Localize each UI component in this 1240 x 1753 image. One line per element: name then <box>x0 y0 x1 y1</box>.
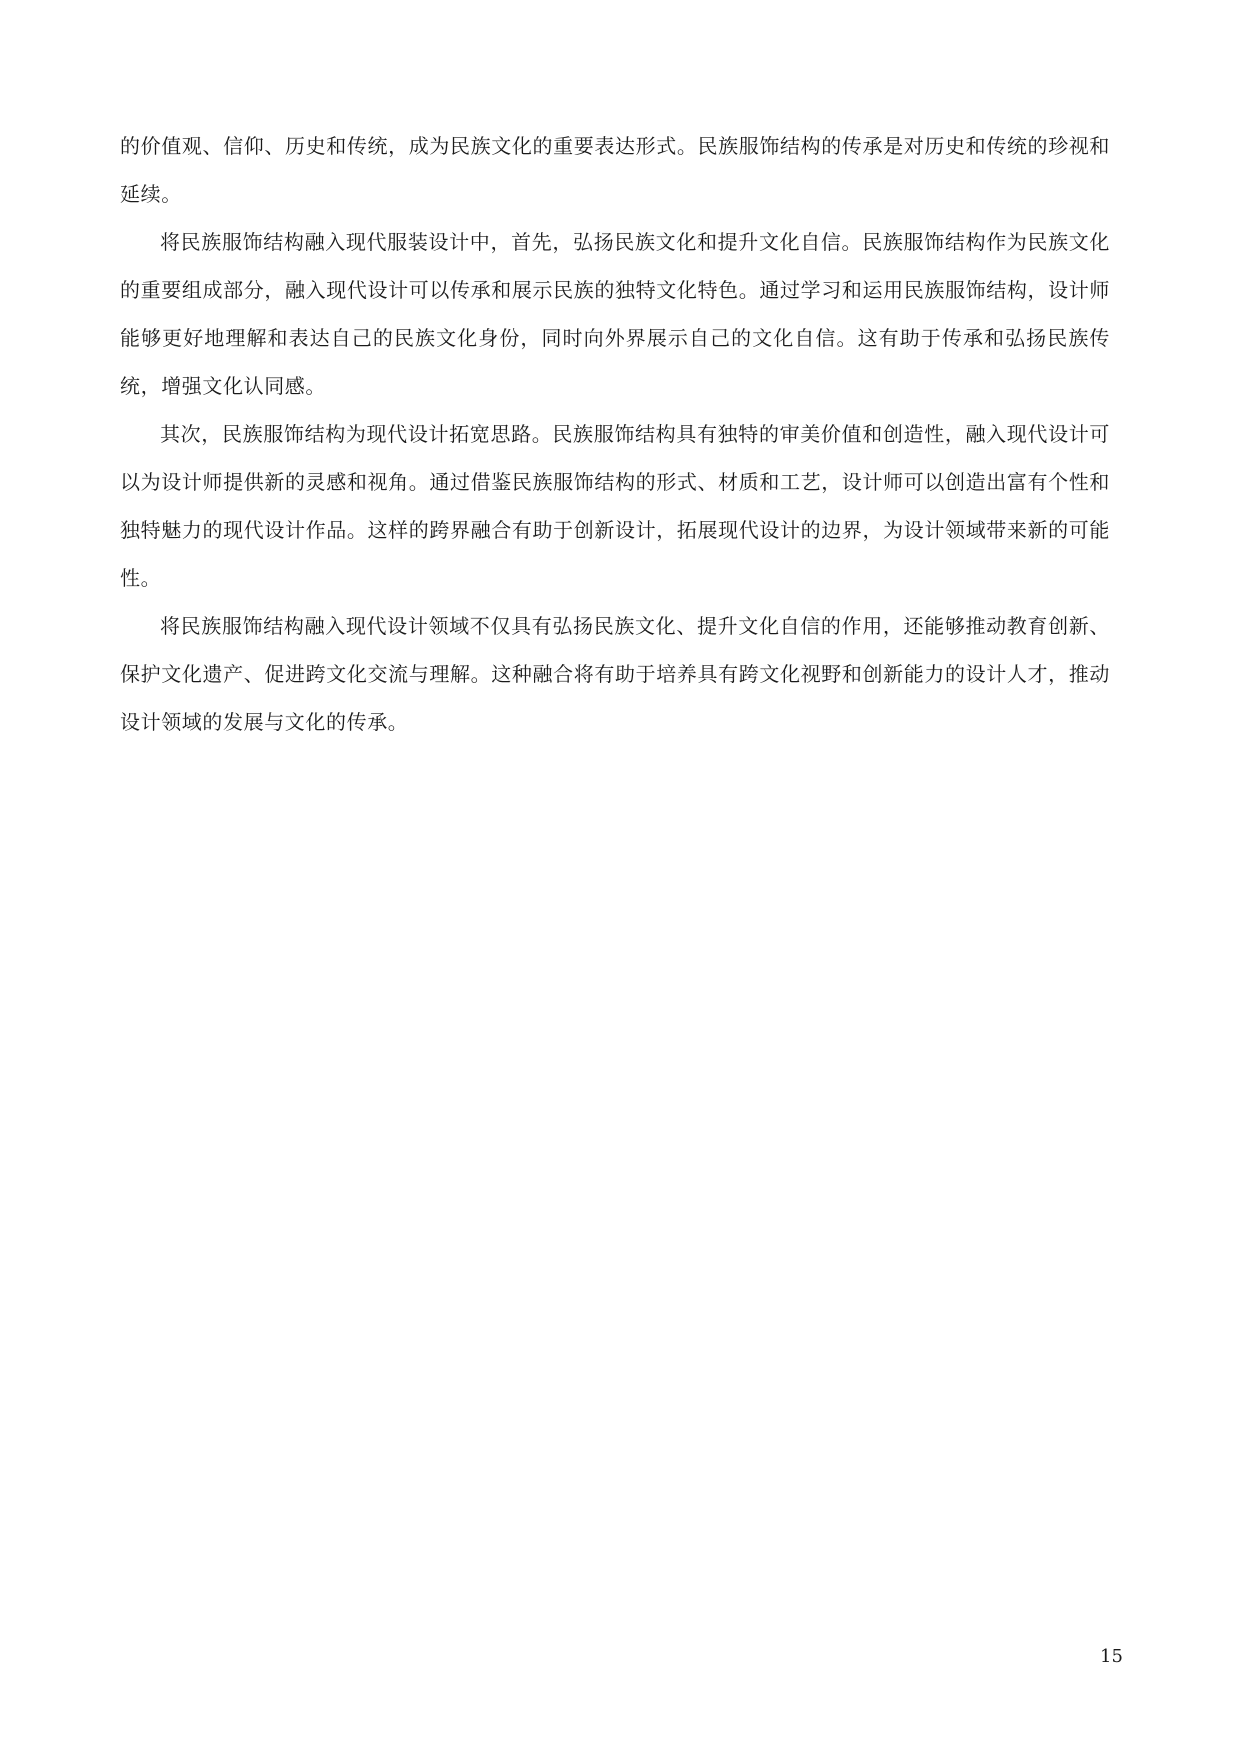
paragraph: 将民族服饰结构融入现代服装设计中，首先，弘扬民族文化和提升文化自信。民族服饰结构作为民族文化的重要组成部分，融入现代设计可以传承和展示民族的独特文化特色。通过学习和运用民族服饰结构，设计师能够更好地理解和表达自己的民族文化身份，同时向外界展示自己的文化自信。这有助于传承和弘扬民族传统，增强文化认同感。 <box>120 230 1110 398</box>
document-body <box>120 122 1110 746</box>
page-number: 15 <box>1100 1646 1123 1667</box>
paragraph-continuation: 的价值观、信仰、历史和传统，成为民族文化的重要表达形式。民族服饰结构的传承是对历史和传统的珍视和延续。 <box>120 134 1110 206</box>
paragraph: 将民族服饰结构融入现代设计领域不仅具有弘扬民族文化、提升文化自信的作用，还能够推动教育创新、保护文化遗产、促进跨文化交流与理解。这种融合将有助于培养具有跨文化视野和创新能力的设计人才，推动设计领域的发展与文化的传承。 <box>120 614 1110 734</box>
paragraph: 其次，民族服饰结构为现代设计拓宽思路。民族服饰结构具有独特的审美价值和创造性，融入现代设计可以为设计师提供新的灵感和视角。通过借鉴民族服饰结构的形式、材质和工艺，设计师可以创造出富有个性和独特魅力的现代设计作品。这样的跨界融合有助于创新设计，拓展现代设计的边界，为设计领域带来新的可能性。 <box>120 422 1110 590</box>
